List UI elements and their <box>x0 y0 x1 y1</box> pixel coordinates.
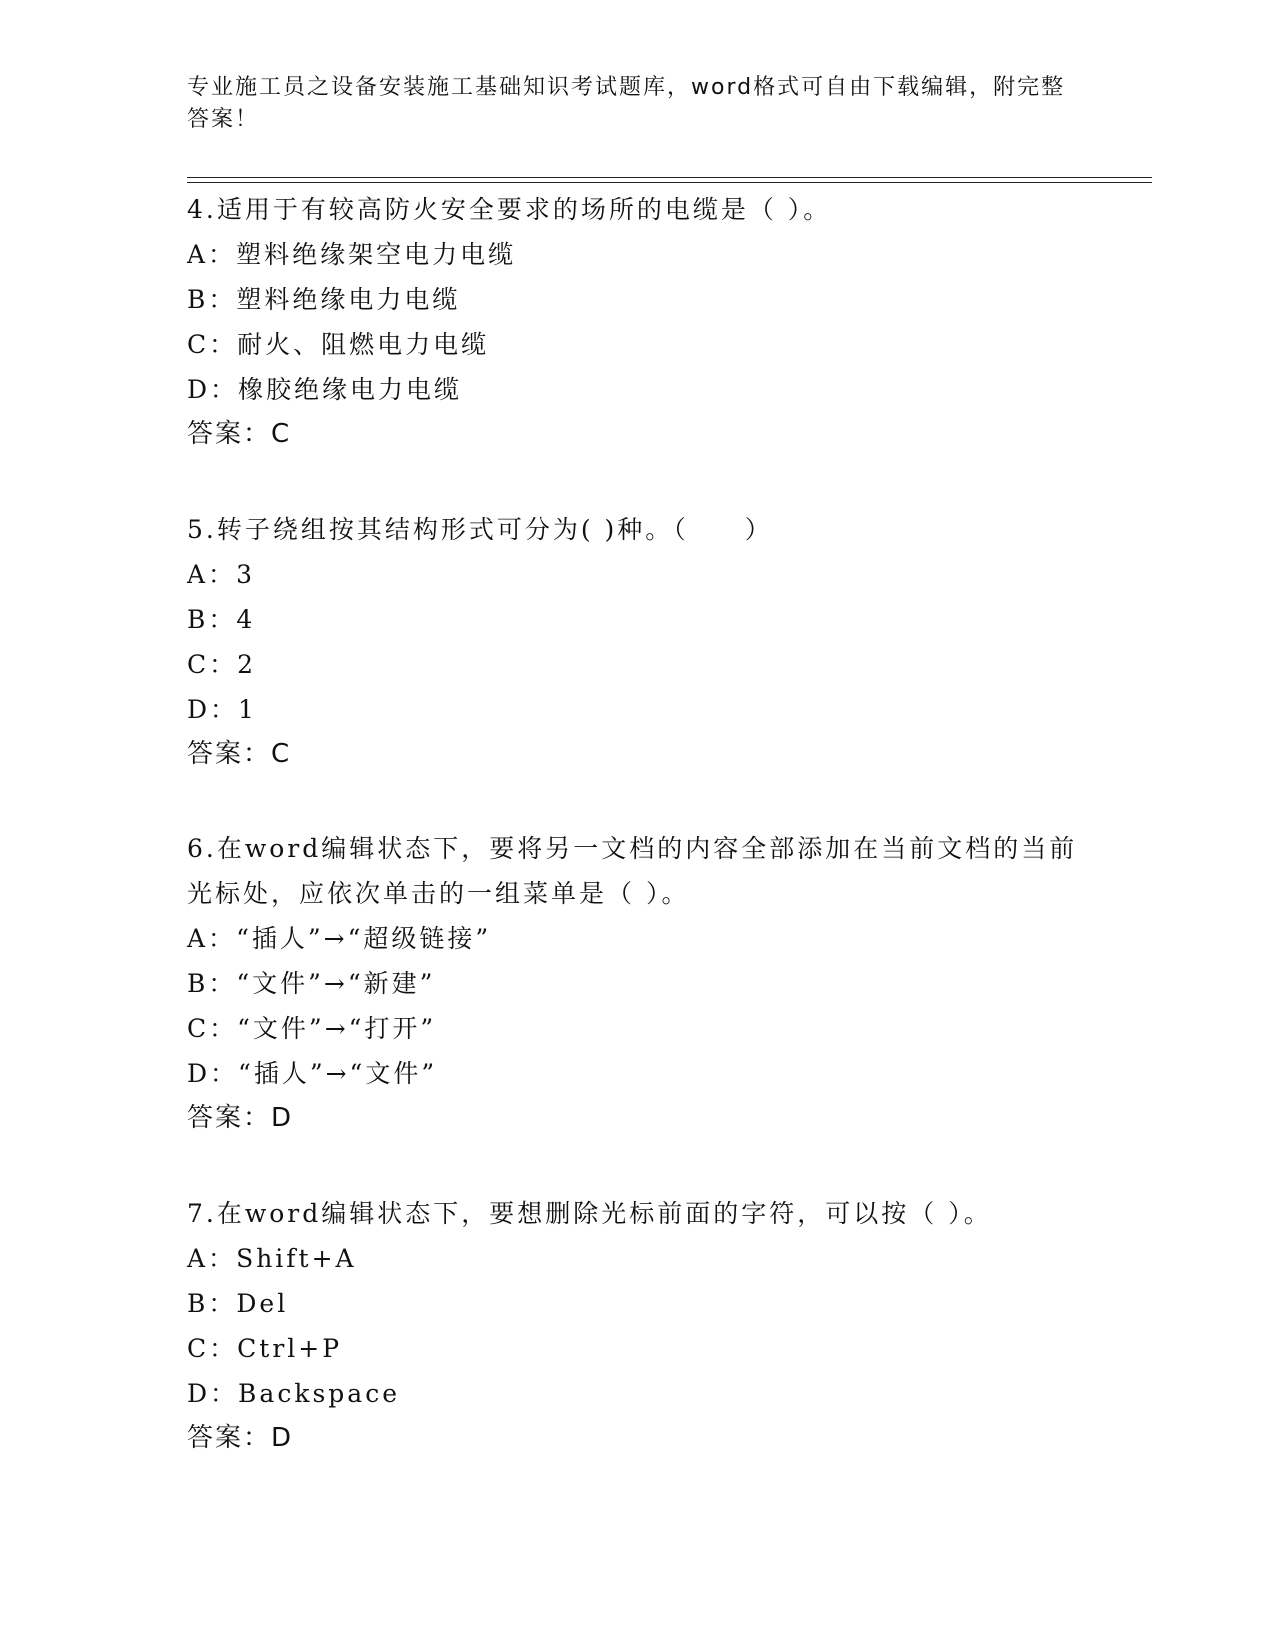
option-c <box>187 322 1087 367</box>
answer-line: 答案：C <box>187 419 292 449</box>
option-b <box>187 597 1087 642</box>
option-letter: D： <box>187 695 239 724</box>
option-d <box>187 687 1087 732</box>
option-letter: B： <box>187 1289 237 1318</box>
option-text: Ctrl+P <box>237 1334 343 1363</box>
question-block <box>187 1191 1087 1461</box>
option-text: “插人”→“文件” <box>238 1059 438 1088</box>
option-letter: B： <box>187 969 237 998</box>
option-text: Del <box>236 1289 289 1318</box>
option-letter: A： <box>187 1244 237 1273</box>
option-text: 1 <box>238 695 257 724</box>
option-letter: C： <box>187 1334 238 1363</box>
answer-line: 答案：C <box>187 739 292 769</box>
option-b <box>187 1281 1087 1326</box>
header-divider-top <box>187 177 1152 178</box>
option-a <box>187 552 1087 597</box>
option-letter: C： <box>187 650 238 679</box>
option-letter: A： <box>187 240 237 269</box>
option-c <box>187 642 1087 687</box>
option-text: 3 <box>236 560 255 589</box>
option-a <box>187 232 1087 277</box>
header-divider-bottom <box>187 182 1152 183</box>
option-letter: B： <box>187 605 237 634</box>
question-stem: 4.适用于有较高防火安全要求的场所的电缆是（ ）。 <box>187 195 832 224</box>
option-text: “文件”→“打开” <box>237 1014 437 1043</box>
option-b <box>187 277 1087 322</box>
option-text: Shift+A <box>236 1244 357 1273</box>
option-letter: D： <box>187 1379 239 1408</box>
answer-line: 答案：D <box>187 1423 294 1453</box>
option-letter: D： <box>187 375 239 404</box>
answer-line: 答案：D <box>187 1103 294 1133</box>
question-block <box>187 826 1087 1141</box>
option-d <box>187 1051 1087 1096</box>
option-c <box>187 1006 1087 1051</box>
option-a <box>187 916 1087 961</box>
question-block <box>187 187 1087 457</box>
option-b <box>187 961 1087 1006</box>
option-letter: C： <box>187 1014 238 1043</box>
option-text: “插人”→“超级链接” <box>236 924 492 953</box>
option-letter: A： <box>187 924 237 953</box>
option-text: 耐火、阻燃电力电缆 <box>237 330 490 359</box>
option-text: 塑料绝缘电力电缆 <box>236 285 461 314</box>
question-stem: 7.在word编辑状态下，要想删除光标前面的字符，可以按（ ）。 <box>187 1199 992 1228</box>
option-text: Backspace <box>238 1379 401 1408</box>
option-letter: B： <box>187 285 237 314</box>
option-a <box>187 1236 1087 1281</box>
document-header: 专业施工员之设备安装施工基础知识考试题库，word格式可自由下载编辑，附完整答案！ <box>187 75 1066 132</box>
question-stem: 6.在word编辑状态下，要将另一文档的内容全部添加在当前文档的当前光标处，应依次单击的一组菜单是（ ）。 <box>187 834 1078 908</box>
option-text: 2 <box>237 650 257 679</box>
option-text: 4 <box>236 605 256 634</box>
question-stem: 5.转子绕组按其结构形式可分为( )种。（ ） <box>187 515 773 544</box>
option-letter: C： <box>187 330 238 359</box>
option-letter: A： <box>187 560 237 589</box>
question-block <box>187 507 1087 777</box>
option-letter: D： <box>187 1059 239 1088</box>
option-d <box>187 367 1087 412</box>
option-text: “文件”→“新建” <box>236 969 436 998</box>
option-d <box>187 1371 1087 1416</box>
option-text: 塑料绝缘架空电力电缆 <box>236 240 517 269</box>
option-text: 橡胶绝缘电力电缆 <box>238 375 463 404</box>
option-c <box>187 1326 1087 1371</box>
